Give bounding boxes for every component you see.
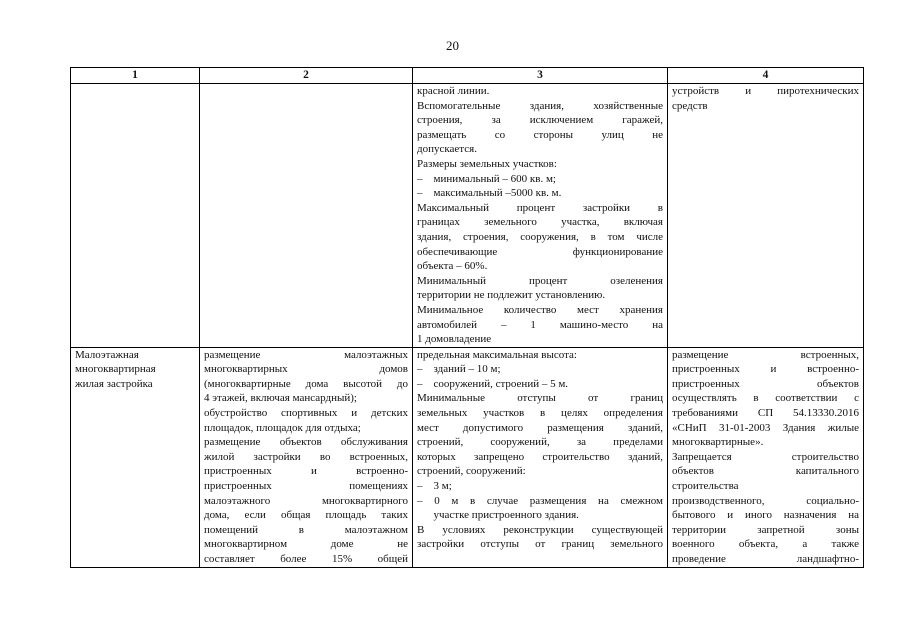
text-line: Минимальные отступы от границ <box>417 392 663 405</box>
text-line: многоквартирных домов <box>204 363 408 376</box>
text-line: – сооружений, строений – 5 м. <box>417 377 569 390</box>
text-line: малоэтажного многоквартирного <box>204 494 408 507</box>
text-line: Минимальный процент озеленения <box>417 274 663 287</box>
text-line: объектов капитального <box>672 465 859 478</box>
text-line: осуществлять в соответствии с <box>672 392 859 405</box>
text-line: проведение ландшафтно- <box>672 553 859 565</box>
table-row-continuation <box>71 84 864 348</box>
text-line: размещать со стороны улиц не <box>417 128 663 141</box>
text-line: многоквартирная <box>75 363 156 376</box>
text-line: 4 этажей, включая мансардный); <box>204 392 357 405</box>
text-line: жилой застройки во встроенных, <box>204 450 408 463</box>
text-line: пристроенных и встроенно- <box>204 465 408 478</box>
text-line: – 3 м; <box>417 480 452 493</box>
text-line: пристроенных объектов <box>672 377 859 390</box>
header-col-3: 3 <box>413 68 668 84</box>
text-line: допускается. <box>417 143 477 156</box>
text-line: дома, если общая площадь таких <box>204 509 408 522</box>
text-line: 1 домовладение <box>417 333 492 346</box>
text-line: – максимальный –5000 кв. м. <box>417 187 562 200</box>
text-line: красной линии. <box>417 85 490 97</box>
text-line: строений, сооружений, за пределами <box>417 436 663 449</box>
header-col-2: 2 <box>200 68 413 84</box>
text-line: пристроенных и встроенно- <box>672 363 859 376</box>
text-line: Запрещается строительство <box>672 450 859 463</box>
text-line: многоквартирные». <box>672 436 764 449</box>
text-line: – 0 м в случае размещения на смежном <box>417 494 663 507</box>
text-line: требованиями СП 54.13330.2016 <box>672 407 859 420</box>
text-line: размещение объектов обслуживания <box>204 436 408 449</box>
header-col-1: 1 <box>71 68 200 84</box>
text-line: строительства <box>672 480 739 493</box>
text-line: «СНиП 31-01-2003 Здания жилые <box>672 421 859 434</box>
cell-r2-c4 <box>668 347 864 567</box>
text-line: мест допустимого размещения зданий, <box>417 421 663 434</box>
text-line: размещение малоэтажных <box>204 348 408 361</box>
text-line: многоквартирном доме не <box>204 538 408 551</box>
regulations-table <box>70 67 864 568</box>
text-line: военного объекта, а также <box>672 538 859 551</box>
text-line: Минимальное количество мест хранения <box>417 303 663 316</box>
header-row <box>71 68 864 84</box>
text-line: предельная максимальная высота: <box>417 348 577 361</box>
text-line: обустройство спортивных и детских <box>204 407 408 420</box>
text-line: границах земельного участка, включая <box>417 216 663 229</box>
text-line: которых запрещено строительство зданий, <box>417 450 663 463</box>
text-line: помещений в малоэтажном <box>204 523 408 536</box>
page-number: 20 <box>446 38 459 53</box>
text-line: территории не подлежит установлению. <box>417 289 606 302</box>
text-line: В условиях реконструкции существующей <box>417 523 663 536</box>
text-line: площадок, площадок для отдыха; <box>204 421 361 434</box>
text-line: средств <box>672 99 708 112</box>
text-line: автомобилей – 1 машино-место на <box>417 318 663 331</box>
text-line: Размеры земельных участков: <box>417 157 557 170</box>
text-line: строения, за исключением гаражей, <box>417 114 663 127</box>
text-line: пристроенных помещениях <box>204 480 408 493</box>
text-line: строений, сооружений: <box>417 465 526 478</box>
text-line: производственного, социально- <box>672 494 859 507</box>
cell-r1-c1 <box>71 84 200 348</box>
text-line: застройки отступы от границ земельного <box>417 538 663 551</box>
text-line: здания, строения, сооружения, в том числе <box>417 230 663 243</box>
text-line: Максимальный процент застройки в <box>417 201 663 214</box>
header-col-4: 4 <box>668 68 864 84</box>
text-line: составляет более 15% общей <box>204 553 408 565</box>
text-line: территории запретной зоны <box>672 523 859 536</box>
table-row-low-rise-housing <box>71 347 864 567</box>
text-line: жилая застройка <box>75 377 153 390</box>
text-line: – минимальный – 600 кв. м; <box>417 172 556 185</box>
text-line: земельных участков в целях определения <box>417 407 663 420</box>
cell-r2-c3 <box>413 347 668 567</box>
text-line: размещение встроенных, <box>672 348 859 361</box>
text-line: – зданий – 10 м; <box>417 363 501 376</box>
text-line: Малоэтажная <box>75 348 139 361</box>
text-line: Вспомогательные здания, хозяйственные <box>417 99 663 112</box>
cell-r1-c4 <box>668 84 864 348</box>
text-line: участке пристроенного здания. <box>417 509 579 522</box>
text-line: обеспечивающие функционирование <box>417 245 663 258</box>
text-line: (многоквартирные дома высотой до <box>204 377 408 390</box>
text-line: объекта – 60%. <box>417 260 488 273</box>
cell-r2-c1 <box>71 347 200 567</box>
cell-r1-c2 <box>200 84 413 348</box>
cell-r1-c3 <box>413 84 668 348</box>
cell-r2-c2 <box>200 347 413 567</box>
text-line: бытового и иного назначения на <box>672 509 859 522</box>
text-line: устройств и пиротехнических <box>672 85 859 97</box>
